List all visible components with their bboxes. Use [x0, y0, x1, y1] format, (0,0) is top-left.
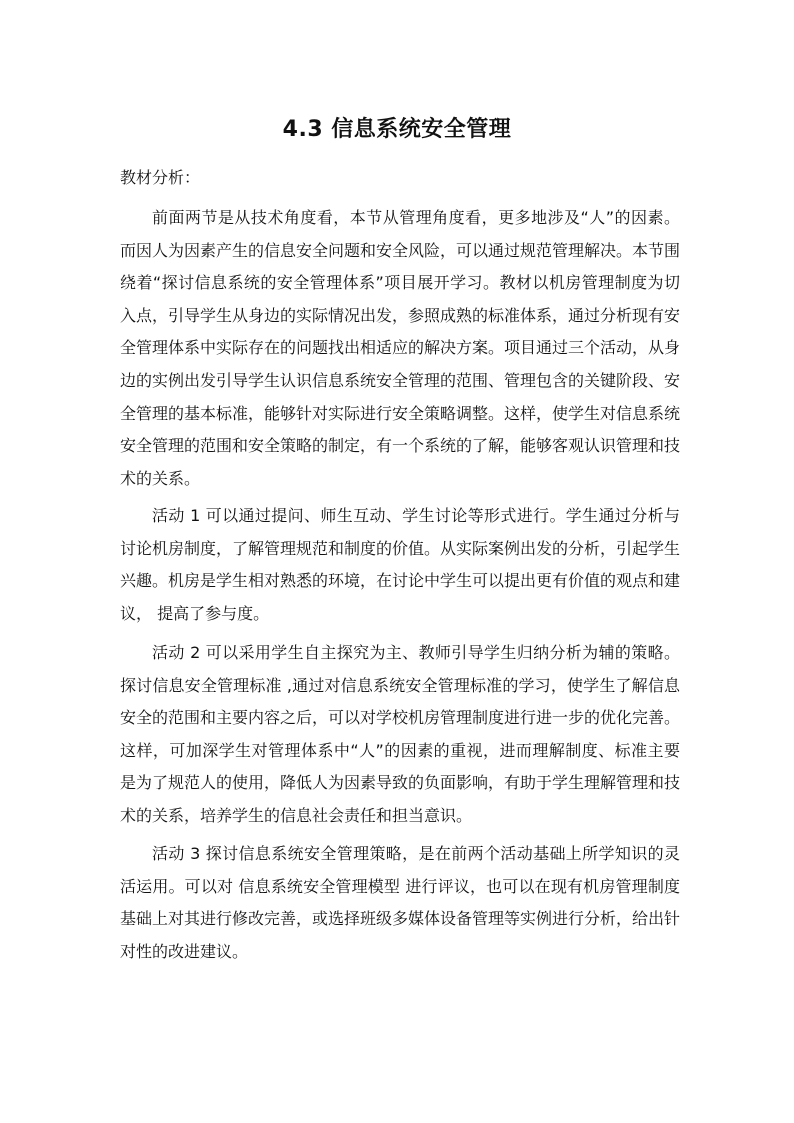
- paragraph-activity-3: 活动 3 探讨信息系统安全管理策略，是在前两个活动基础上所学知识的灵活运用。可以对 信息系统安全管理模型 进行评议，也可以在现有机房管理制度基础上对其进行修改完善，或选择班级多媒体设备管理等实例进行分析，给出针对性的改进建议。: [120, 844, 681, 961]
- section-label: 教材分析：: [120, 168, 201, 187]
- paragraph-activity-2: 活动 2 可以采用学生自主探究为主、教师引导学生归纳分析为辅的策略。探讨信息安全管理标准 ,通过对信息系统安全管理标准的学习，使学生了解信息安全的范围和主要内容之后，可以对学校机房管理制度进行进一步的优化完善。这样，可加深学生对管理体系中“人”的因素的重视，进而理解制度、标准主要是为了规范人的使用，降低人为因素导致的负面影响，有助于学生理解管理和技术的关系，培养学生的信息社会责任和担当意识。: [120, 643, 681, 825]
- paragraph-overview: 前面两节是从技术角度看，本节从管理角度看，更多地涉及“人”的因素。而因人为因素产生的信息安全问题和安全风险，可以通过规范管理解决。本节围绕着“探讨信息系统的安全管理体系”项目展开学习。教材以机房管理制度为切入点，引导学生从身边的实际情况出发，参照成熟的标准体系，通过分析现有安全管理体系中实际存在的问题找出相适应的解决方案。项目通过三个活动，从身边的实例出发引导学生认识信息系统安全管理的范围、管理包含的关键阶段、安全管理的基本标准，能够针对实际进行安全策略调整。这样，使学生对信息系统安全管理的范围和安全策略的制定，有一个系统的了解，能够客观认识管理和技术的关系。: [120, 208, 681, 488]
- page-title: 4.3 信息系统安全管理: [282, 117, 512, 142]
- paragraph-activity-1: 活动 1 可以通过提问、师生互动、学生讨论等形式进行。学生通过分析与讨论机房制度，了解管理规范和制度的价值。从实际案例出发的分析，引起学生兴趣。机房是学生相对熟悉的环境，在讨论中学生可以提出更有价值的观点和建议， 提高了参与度。: [120, 506, 681, 623]
